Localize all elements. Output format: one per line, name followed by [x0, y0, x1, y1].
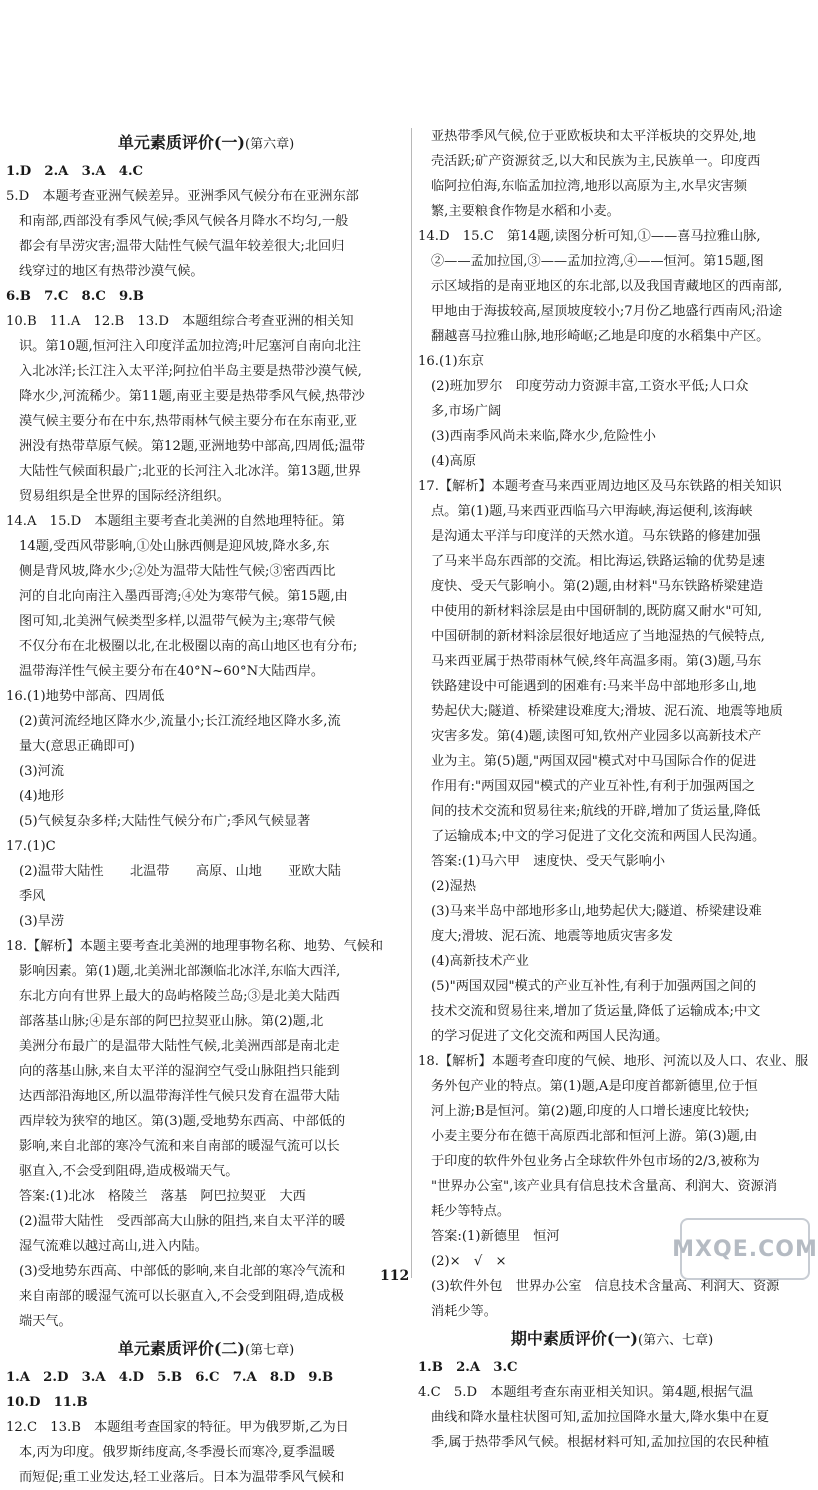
watermark-text: MXQE.COM [672, 1236, 818, 1262]
text-line: 部落基山脉;④是东部的阿巴拉契亚山脉。第(2)题,北 [19, 1014, 324, 1029]
section-title-text: 期中素质评价(一) [510, 1329, 638, 1348]
text-line: 中使用的新材料涂层是由中国研制的,既防腐又耐水"可知, [431, 604, 762, 619]
text-line: "世界办公室",该产业具有信息技术含量高、利润大、资源消 [431, 1179, 778, 1194]
text-line: 驱直入,不会受到阻碍,造成极端天气。 [19, 1164, 239, 1179]
text-line: (2)温带大陆性 北温带 高原、山地 亚欧大陆 [19, 864, 341, 879]
section-title-chapter: (第六章) [245, 137, 295, 152]
text-line: 示区域指的是南亚地区的东北部,以及我国青藏地区的西南部, [431, 279, 783, 294]
text-line: 14.D 15.C 第14题,读图分析可知,①——喜马拉雅山脉, [418, 229, 761, 244]
text-line: (2)温带大陆性 受西部高大山脉的阻挡,来自太平洋的暖 [19, 1214, 346, 1229]
text-line: 1.B 2.A 3.C [418, 1360, 518, 1375]
text-line: (3)受地势东西高、中部低的影响,来自北部的寒冷气流和 [19, 1264, 346, 1279]
text-line: 18.【解析】本题考查印度的气候、地形、河流以及人口、农业、服 [418, 1054, 809, 1069]
text-line: ②——孟加拉国,③——孟加拉湾,④——恒河。第15题,图 [431, 254, 764, 269]
text-line: 17.【解析】本题考查马来西亚周边地区及马东铁路的相关知识 [418, 479, 782, 494]
text-line: 曲线和降水量柱状图可知,孟加拉国降水量大,降水集中在夏 [431, 1410, 770, 1425]
text-line: 消耗少等。 [431, 1304, 497, 1319]
text-line: 繁,主要粮食作物是水稻和小麦。 [431, 204, 620, 219]
text-line: 12.C 13.B 本题组考查国家的特征。甲为俄罗斯,乙为日 [6, 1420, 349, 1435]
text-line: 多,市场广阔 [431, 404, 502, 419]
text-line: 端天气。 [19, 1314, 72, 1329]
text-line: 6.B 7.C 8.C 9.B [6, 289, 144, 304]
text-line: 务外包产业的特点。第(1)题,A是印度首都新德里,位于恒 [431, 1079, 758, 1094]
text-line: 壳活跃;矿产资源贫乏,以大和民族为主,民族单一。印度西 [431, 154, 761, 169]
text-line: 降水少,河流稀少。第11题,南亚主要是热带季风气候,热带沙 [19, 389, 365, 404]
text-line: 西岸较为狭窄的地区。第(3)题,受地势东西高、中部低的 [19, 1114, 346, 1129]
text-line: 而短促;重工业发达,轻工业落后。日本为温带季风气候和 [19, 1470, 345, 1485]
text-line: (2)× √ × [431, 1254, 507, 1269]
text-line: 耗少等特点。 [431, 1204, 511, 1219]
text-line: (4)地形 [19, 789, 65, 804]
page-number: 112 [380, 1268, 410, 1284]
text-line: 度快、受天气影响小。第(2)题,由材料"马东铁路桥梁建造 [431, 579, 764, 594]
text-line: 的学习促进了文化交流和两国人民沟通。 [431, 1029, 669, 1044]
section-title-text: 单元素质评价(一) [117, 133, 245, 152]
section-title-text: 单元素质评价(二) [117, 1339, 245, 1358]
text-line: 量大(意思正确即可) [19, 739, 135, 754]
text-line: 答案:(1)马六甲 速度快、受天气影响小 [431, 854, 666, 869]
text-line: 影响因素。第(1)题,北美洲北部濒临北冰洋,东临大西洋, [19, 964, 341, 979]
text-line: 灾害多发。第(4)题,读图可知,钦州产业园多以高新技术产 [431, 729, 762, 744]
left-column [6, 128, 406, 1490]
column-divider [411, 128, 412, 1278]
text-line: 甲地由于海拔较高,屋顶坡度较小;7月份乙地盛行西南风;沿途 [431, 304, 783, 319]
text-line: 了马来半岛东西部的交流。相比海运,铁路运输的优势是速 [431, 554, 765, 569]
left-answer-lines [6, 159, 406, 1334]
text-line: 技术交流和贸易往来,增加了货运量,降低了运输成本;中文 [431, 1004, 761, 1019]
text-line: 大陆性气候面积最广;北亚的长河注入北冰洋。第13题,世界 [19, 464, 361, 479]
text-line: 洲没有热带草原气候。第12题,亚洲地势中部高,四周低;温带 [19, 439, 366, 454]
text-line: 湿气流难以越过高山,进入内陆。 [19, 1239, 208, 1254]
text-line: (3)软件外包 世界办公室 信息技术含量高、利润大、资源 [431, 1279, 780, 1294]
text-line: (2)湿热 [431, 879, 477, 894]
left-answer-lines-2 [6, 1365, 406, 1490]
text-line: 入北冰洋;长江注入太平洋;阿拉伯半岛主要是热带沙漠气候, [19, 364, 362, 379]
text-line: 答案:(1)北冰 格陵兰 落基 阿巴拉契亚 大西 [19, 1189, 306, 1204]
text-line: 答案:(1)新德里 恒河 [431, 1229, 560, 1244]
text-line: 势起伏大;隧道、桥梁建设难度大;滑坡、泥石流、地震等地质 [431, 704, 783, 719]
section-title-unit-2 [6, 1336, 406, 1363]
text-line: (5)气候复杂多样;大陆性气候分布广;季风气候显著 [19, 814, 311, 829]
text-line: 达西部沿海地区,所以温带海洋性气候只发育在温带大陆 [19, 1089, 340, 1104]
text-line: 度大;滑坡、泥石流、地震等地质灾害多发 [431, 929, 673, 944]
text-line: 图可知,北美洲气候类型多样,以温带气候为主;寒带气候 [19, 614, 336, 629]
text-line: 本,丙为印度。俄罗斯纬度高,冬季漫长而寒冷,夏季温暖 [19, 1445, 335, 1460]
text-line: 铁路建设中可能遇到的困难有:马来半岛中部地形多山,地 [431, 679, 757, 694]
text-line: 于印度的软件外包业务占全球软件外包市场的2/3,被称为 [431, 1154, 760, 1169]
text-line: 季风 [19, 889, 46, 904]
text-line: 作用有:"两国双园"模式的产业互补性,有利于加强两国之 [431, 779, 756, 794]
text-line: 季,属于热带季风气候。根据材料可知,孟加拉国的农民种植 [431, 1435, 770, 1450]
text-line: 亚热带季风气候,位于亚欧板块和太平洋板块的交界处,地 [431, 129, 756, 144]
text-line: (5)"两国双园"模式的产业互补性,有利于加强两国之间的 [431, 979, 757, 994]
section-title-chapter: (第六、七章) [638, 1333, 714, 1348]
text-line: (4)高原 [431, 454, 477, 469]
section-title-chapter: (第七章) [245, 1343, 295, 1358]
text-line: 来自南部的暖湿气流可以长驱直入,不会受到阻碍,造成极 [19, 1289, 344, 1304]
right-answer-lines [418, 124, 809, 1324]
text-line: 马来西亚属于热带雨林气候,终年高温多雨。第(3)题,马东 [431, 654, 762, 669]
text-line: 是沟通太平洋与印度洋的天然水道。马东铁路的修建加强 [431, 529, 761, 544]
text-line: 14.A 15.D 本题组主要考查北美洲的自然地理特征。第 [6, 514, 345, 529]
text-line: 16.(1)地势中部高、四周低 [6, 689, 165, 704]
text-line: 都会有旱涝灾害;温带大陆性气候气温年较差很大;北回归 [19, 239, 345, 254]
watermark-logo [672, 1218, 818, 1280]
text-line: 了运输成本;中文的学习促进了文化交流和两国人民沟通。 [431, 829, 766, 844]
text-line: 翻越喜马拉雅山脉,地形崎岖;乙地是印度的水稻集中产区。 [431, 329, 770, 344]
text-line: 点。第(1)题,马来西亚西临马六甲海峡,海运便利,该海峡 [431, 504, 753, 519]
text-line: 16.(1)东京 [418, 354, 485, 369]
text-line: (2)黄河流经地区降水少,流量小;长江流经地区降水多,流 [19, 714, 341, 729]
text-line: (3)马来半岛中部地形多山,地势起伏大;隧道、桥梁建设难 [431, 904, 762, 919]
text-line: 和南部,西部没有季风气候;季风气候各月降水不均匀,一般 [19, 214, 349, 229]
text-line: 贸易组织是全世界的国际经济组织。 [19, 489, 230, 504]
text-line: 14题,受西风带影响,①处山脉西侧是迎风坡,降水多,东 [19, 539, 330, 554]
text-line: 线穿过的地区有热带沙漠气候。 [19, 264, 204, 279]
text-line: (2)班加罗尔 印度劳动力资源丰富,工资水平低;人口众 [431, 379, 749, 394]
text-line: 漠气候主要分布在中东,热带雨林气候主要分布在东南亚,亚 [19, 414, 358, 429]
text-line: 17.(1)C [6, 839, 56, 854]
text-line: 向的落基山脉,来自太平洋的湿润空气受山脉阻挡只能到 [19, 1064, 340, 1079]
text-line: (3)西南季风尚未来临,降水少,危险性小 [431, 429, 656, 444]
text-line: (4)高新技术产业 [431, 954, 529, 969]
text-line: 1.D 2.A 3.A 4.C [6, 164, 144, 179]
text-line: 10.B 11.A 12.B 13.D 本题组综合考查亚洲的相关知 [6, 314, 354, 329]
text-line: 河的自北向南注入墨西哥湾;④处为寒带气候。第15题,由 [19, 589, 348, 604]
section-title-unit-1 [6, 130, 406, 157]
text-line: 5.D 本题考查亚洲气候差异。亚洲季风气候分布在亚洲东部 [6, 189, 359, 204]
text-line: (3)河流 [19, 764, 65, 779]
text-line: 18.【解析】本题主要考查北美洲的地理事物名称、地势、气候和 [6, 939, 384, 954]
text-line: 10.D 11.B [6, 1395, 88, 1410]
section-title-midterm [418, 1326, 806, 1353]
text-line: 美洲分布最广的是温带大陆性气候,北美洲西部是南北走 [19, 1039, 340, 1054]
text-line: 东北方向有世界上最大的岛屿格陵兰岛;③是北美大陆西 [19, 989, 340, 1004]
text-line: 小麦主要分布在德干高原西北部和恒河上游。第(3)题,由 [431, 1129, 758, 1144]
text-line: 温带海洋性气候主要分布在40°N~60°N大陆西岸。 [19, 664, 325, 679]
right-answer-lines-2 [418, 1355, 806, 1455]
text-line: (3)旱涝 [19, 914, 65, 929]
text-line: 临阿拉伯海,东临孟加拉湾,地形以高原为主,水旱灾害频 [431, 179, 747, 194]
text-line: 业为主。第(5)题,"两国双园"模式对中马国际合作的促进 [431, 754, 757, 769]
text-line: 中国研制的新材料涂层很好地适应了当地湿热的气候特点, [431, 629, 765, 644]
text-line: 4.C 5.D 本题组考查东南亚相关知识。第4题,根据气温 [418, 1385, 754, 1400]
text-line: 不仅分布在北极圈以北,在北极圈以南的高山地区也有分布; [19, 639, 358, 654]
text-line: 河上游;B是恒河。第(2)题,印度的人口增长速度比较快; [431, 1104, 750, 1119]
text-line: 识。第10题,恒河注入印度洋孟加拉湾;叶尼塞河自南向北注 [19, 339, 361, 354]
text-line: 影响,来自北部的寒冷气流和来自南部的暖湿气流可以长 [19, 1139, 340, 1154]
text-line: 1.A 2.D 3.A 4.D 5.B 6.C 7.A 8.D 9.B [6, 1370, 334, 1385]
text-line: 侧是背风坡,降水少;②处为温带大陆性气候;③密西西比 [19, 564, 336, 579]
text-line: 间的技术交流和贸易往来;航线的开辟,增加了货运量,降低 [431, 804, 761, 819]
